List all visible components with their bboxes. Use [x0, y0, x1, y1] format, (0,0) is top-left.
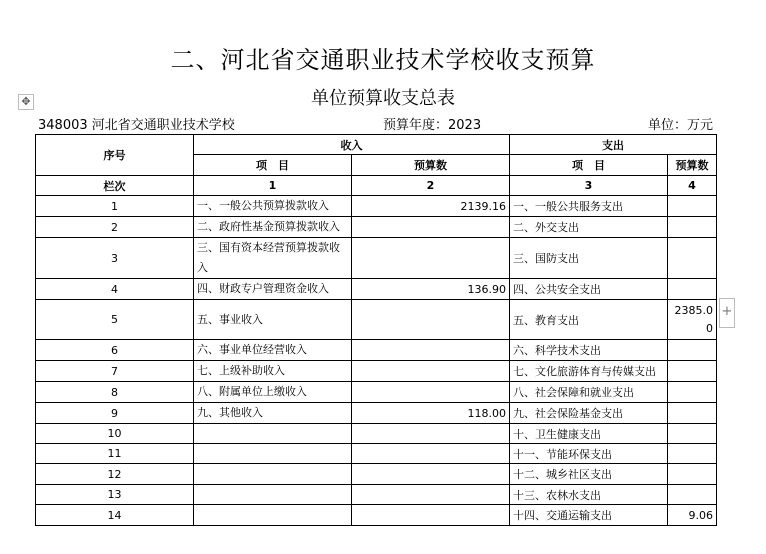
income-amount[interactable] [352, 300, 510, 340]
income-amount[interactable]: 118.00 [352, 403, 510, 424]
income-amount[interactable] [352, 464, 510, 485]
table-row [36, 505, 717, 526]
expense-amount[interactable] [668, 361, 717, 382]
column-number: 2 [352, 176, 510, 196]
page-subtitle: 单位预算收支总表 [311, 88, 455, 109]
expense-item[interactable]: 十三、农林水支出 [510, 485, 668, 505]
income-amount-header: 预算数 [352, 155, 510, 176]
column-number: 4 [668, 176, 717, 196]
table-row [36, 300, 717, 340]
income-amount[interactable] [352, 361, 510, 382]
row-seq[interactable]: 2 [36, 217, 194, 238]
income-item[interactable] [194, 424, 352, 444]
row-seq[interactable]: 7 [36, 361, 194, 382]
income-amount[interactable]: 2139.16 [352, 196, 510, 217]
income-item[interactable]: 六、事业单位经营收入 [194, 340, 352, 361]
income-amount[interactable] [352, 382, 510, 403]
expense-amount[interactable]: 2385.00 [668, 300, 717, 340]
expense-item[interactable]: 一、一般公共服务支出 [510, 196, 668, 217]
expense-item[interactable]: 二、外交支出 [510, 217, 668, 238]
income-item[interactable] [194, 485, 352, 505]
row-seq[interactable]: 9 [36, 403, 194, 424]
income-item[interactable]: 八、附属单位上缴收入 [194, 382, 352, 403]
budget-year: 预算年度：2023 [383, 118, 482, 133]
money-unit: 单位：万元 [648, 118, 714, 133]
expense-item-header: 项 目 [510, 155, 668, 176]
column-label: 栏次 [36, 176, 194, 196]
expense-amount-header: 预算数 [668, 155, 717, 176]
expense-amount[interactable] [668, 382, 717, 403]
unit-info: 348003 河北省交通职业技术学校 [38, 118, 235, 133]
expense-amount[interactable] [668, 403, 717, 424]
income-item[interactable] [194, 444, 352, 464]
row-seq[interactable]: 3 [36, 238, 194, 279]
expense-item[interactable]: 三、国防支出 [510, 238, 668, 279]
expense-amount[interactable] [668, 485, 717, 505]
income-amount[interactable] [352, 505, 510, 526]
income-item[interactable]: 二、政府性基金预算拨款收入 [194, 217, 352, 238]
income-amount[interactable] [352, 444, 510, 464]
expense-item[interactable]: 九、社会保险基金支出 [510, 403, 668, 424]
table-row [36, 444, 717, 464]
column-number: 3 [510, 176, 668, 196]
table-row [36, 196, 717, 217]
table-row [36, 464, 717, 485]
income-item[interactable] [194, 464, 352, 485]
income-amount[interactable] [352, 340, 510, 361]
table-row [36, 403, 717, 424]
income-item-header: 项 目 [194, 155, 352, 176]
expense-amount[interactable] [668, 196, 717, 217]
row-seq[interactable]: 4 [36, 279, 194, 300]
expense-amount[interactable] [668, 444, 717, 464]
expense-item[interactable]: 六、科学技术支出 [510, 340, 668, 361]
expense-amount[interactable] [668, 279, 717, 300]
expense-amount[interactable] [668, 217, 717, 238]
income-header: 收入 [194, 135, 510, 155]
income-item[interactable]: 四、财政专户管理资金收入 [194, 279, 352, 300]
income-item[interactable]: 七、上级补助收入 [194, 361, 352, 382]
row-seq[interactable]: 14 [36, 505, 194, 526]
row-seq[interactable]: 1 [36, 196, 194, 217]
expense-item[interactable]: 十一、节能环保支出 [510, 444, 668, 464]
income-item[interactable] [194, 505, 352, 526]
table-row [36, 361, 717, 382]
row-seq[interactable]: 13 [36, 485, 194, 505]
income-amount[interactable]: 136.90 [352, 279, 510, 300]
add-column-button[interactable] [719, 298, 735, 328]
page-title: 二、河北省交通职业技术学校收支预算 [170, 46, 596, 74]
row-seq[interactable]: 8 [36, 382, 194, 403]
row-seq[interactable]: 12 [36, 464, 194, 485]
expense-amount[interactable] [668, 340, 717, 361]
income-amount[interactable] [352, 485, 510, 505]
budget-table [35, 134, 717, 526]
expense-item[interactable]: 五、教育支出 [510, 300, 668, 340]
expense-amount[interactable] [668, 424, 717, 444]
plus-icon: + [721, 304, 733, 319]
expense-item[interactable]: 七、文化旅游体育与传媒支出 [510, 361, 668, 382]
table-row [36, 382, 717, 403]
table-row [36, 340, 717, 361]
table-row [36, 424, 717, 444]
expense-item[interactable]: 十二、城乡社区支出 [510, 464, 668, 485]
income-amount[interactable] [352, 238, 510, 279]
table-row [36, 279, 717, 300]
income-item[interactable]: 三、国有资本经营预算拨款收入 [194, 238, 352, 279]
expense-amount[interactable] [668, 464, 717, 485]
row-seq[interactable]: 10 [36, 424, 194, 444]
expense-item[interactable]: 八、社会保障和就业支出 [510, 382, 668, 403]
seq-header: 序号 [36, 135, 194, 176]
income-item[interactable]: 五、事业收入 [194, 300, 352, 340]
row-seq[interactable]: 11 [36, 444, 194, 464]
table-row [36, 238, 717, 279]
column-number: 1 [194, 176, 352, 196]
table-row [36, 485, 717, 505]
expense-item[interactable]: 十四、交通运输支出 [510, 505, 668, 526]
expense-header: 支出 [510, 135, 717, 155]
expense-amount[interactable] [668, 238, 717, 279]
income-item[interactable]: 一、一般公共预算拨款收入 [194, 196, 352, 217]
expense-amount[interactable]: 9.06 [668, 505, 717, 526]
expense-item[interactable]: 四、公共安全支出 [510, 279, 668, 300]
income-amount[interactable] [352, 424, 510, 444]
expense-item[interactable]: 十、卫生健康支出 [510, 424, 668, 444]
row-seq[interactable]: 6 [36, 340, 194, 361]
income-item[interactable]: 九、其他收入 [194, 403, 352, 424]
table-row [36, 217, 717, 238]
income-amount[interactable] [352, 217, 510, 238]
row-seq[interactable]: 5 [36, 300, 194, 340]
move-icon: ✥ [21, 95, 31, 108]
